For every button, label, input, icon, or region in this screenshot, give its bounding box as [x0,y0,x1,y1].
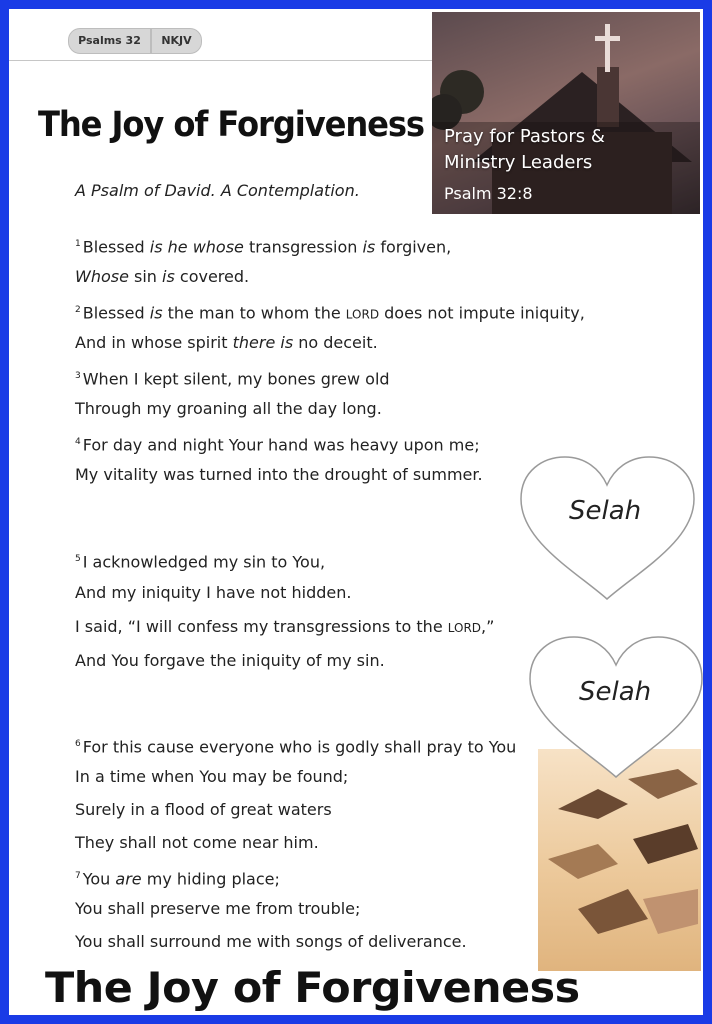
verse-text: You shall preserve me from trouble; [75,899,361,918]
book-tab[interactable]: Psalms 32 [68,28,151,54]
verse-italic: are [115,869,142,889]
verse-line [75,299,585,325]
hand-shape [558,789,628,819]
verse-line [75,398,382,420]
verse-line [75,365,390,390]
verse-italic: is [149,303,163,323]
verse-text: Blessed [82,237,150,257]
verse-number: 2 [75,305,81,315]
cross-icon [595,36,620,41]
heart-icon [515,453,700,605]
verse-italic: is [162,267,175,286]
card-line-2: Ministry Leaders [444,152,593,173]
verse-line [75,582,351,604]
verse-text: I said, “I will confess my transgressions to the [75,617,448,636]
page [9,9,703,1015]
verse-text: When I kept silent, my bones grew old [82,369,390,389]
verse-number: 3 [75,371,81,381]
verse-italic: is he whose [149,237,244,257]
hand-shape [578,889,648,934]
verse-line [75,233,451,258]
card-reference: Psalm 32:8 [444,184,533,203]
hand-shape [633,824,698,864]
selah-label: Selah [569,496,642,526]
verse-text: no deceit. [293,333,378,352]
verse-text: And my iniquity I have not hidden. [75,583,352,602]
psalm-subtitle: A Psalm of David. A Contemplation. [75,181,360,200]
verse-text: And You forgave the iniquity of my sin. [75,651,385,670]
verse-text: sin [128,267,163,286]
verse-text: For this cause everyone who is godly shall pray to You [82,737,517,757]
verse-text: the man to whom the [162,303,346,323]
verse-text: You shall surround me with songs of deliverance. [75,932,467,951]
verse-number: 7 [75,871,81,881]
page-title: The Joy of Forgiveness [38,105,424,145]
verse-text: My vitality was turned into the drought of summer. [75,465,483,484]
verse-number: 5 [75,554,81,564]
heart-icon [524,633,703,783]
version-tab[interactable]: NKJV [151,28,202,54]
card-line-1: Pray for Pastors & [444,126,605,147]
verse-number: 1 [75,239,81,249]
lord-small-caps: LORD [447,621,482,635]
verse-line [75,650,385,672]
verse-number: 4 [75,437,81,447]
verse-italic: Whose [75,267,129,286]
verse-line [75,266,249,288]
hand-shape [548,844,618,879]
lord-small-caps: LORD [345,307,380,322]
verse-line [75,832,319,854]
pray-for-pastors-card[interactable] [432,12,700,214]
verse-line [75,931,467,953]
verse-text: Surely in a flood of great waters [75,800,332,819]
hand-shape [643,889,698,934]
verse-text: Through my groaning all the day long. [75,399,382,418]
verse-text: my hiding place; [141,869,280,889]
header-divider [9,60,434,61]
verse-text: transgression [243,237,363,257]
verse-text: Blessed [82,303,150,323]
verse-text: You [82,869,116,889]
selah-label: Selah [579,677,652,707]
cross-icon [605,24,610,72]
verse-line [75,766,348,788]
verse-line [75,431,480,456]
footer-title: The Joy of Forgiveness [45,963,580,1012]
verse-number: 6 [75,739,81,749]
verse-line [75,799,332,821]
verse-text: forgiven, [375,237,452,257]
verse-text: They shall not come near him. [75,833,319,852]
verse-text: I acknowledged my sin to You, [82,552,326,572]
verse-line [75,616,494,639]
verse-line [75,464,483,486]
verse-text: In a time when You may be found; [75,767,349,786]
verse-line [75,548,325,573]
verse-text: does not impute iniquity, [379,303,585,323]
verse-line [75,733,516,758]
verse-italic: is [362,237,376,257]
verse-line [75,898,360,920]
verse-text: And in whose spirit [75,333,233,352]
verse-italic: there is [232,333,294,352]
church-tower [597,67,619,127]
verse-text: For day and night Your hand was heavy upon me; [82,435,480,455]
verse-line [75,332,378,354]
verse-text: ,” [481,617,495,636]
verse-text: covered. [174,267,250,286]
verse-line [75,865,280,890]
